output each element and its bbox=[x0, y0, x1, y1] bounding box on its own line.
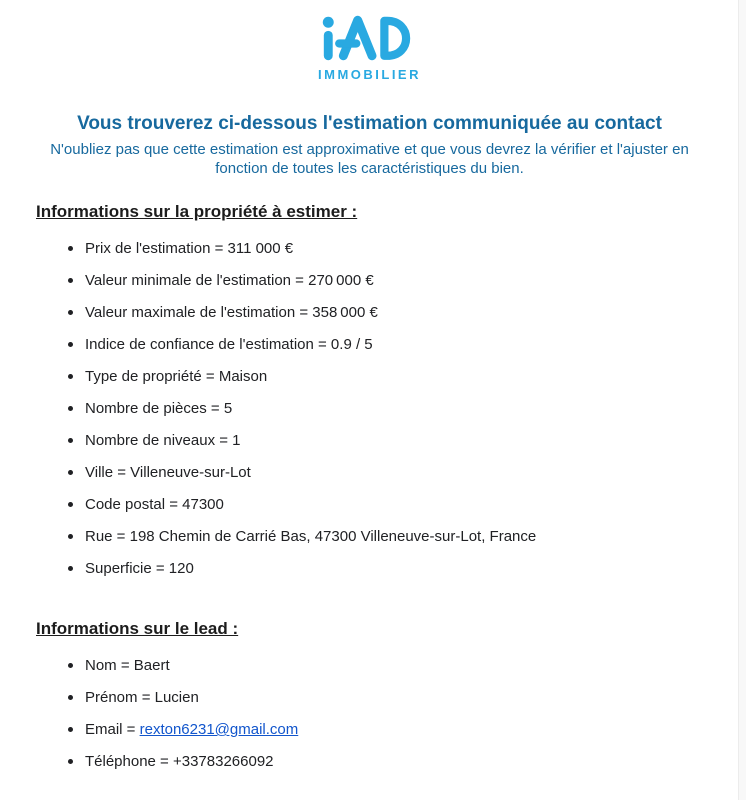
list-item-rooms: Nombre de pièces = 5 bbox=[85, 401, 703, 417]
logo-subtext: IMMOBILIER bbox=[318, 67, 421, 82]
list-item-area: Superficie = 120 bbox=[85, 561, 703, 577]
logo-text bbox=[370, 64, 371, 65]
property-list bbox=[36, 241, 703, 577]
page-title: Vous trouverez ci-dessous l'estimation communiquée au contact bbox=[77, 113, 662, 134]
list-item-phone: Téléphone = +33783266092 bbox=[85, 754, 703, 770]
property-section-heading: Informations sur la propriété à estimer : bbox=[36, 202, 358, 221]
lead-list bbox=[36, 658, 703, 770]
lead-section-heading: Informations sur le lead : bbox=[36, 619, 239, 638]
list-item-firstname: Prénom = Lucien bbox=[85, 690, 703, 706]
list-item-lastname: Nom = Baert bbox=[85, 658, 703, 674]
list-item-max-value: Valeur maximale de l'estimation = 358 000 € bbox=[85, 305, 703, 321]
list-item-price: Prix de l'estimation = 311 000 € bbox=[85, 241, 703, 257]
list-item-min-value: Valeur minimale de l'estimation = 270 000 € bbox=[85, 273, 703, 289]
iad-logo-icon bbox=[316, 12, 424, 64]
brand-logo bbox=[36, 12, 703, 82]
list-item-city: Ville = Villeneuve-sur-Lot bbox=[85, 465, 703, 481]
email-label: Email = bbox=[85, 721, 140, 738]
list-item-levels: Nombre de niveaux = 1 bbox=[85, 433, 703, 449]
list-item-postal-code: Code postal = 47300 bbox=[85, 497, 703, 513]
content-edge-strip bbox=[738, 0, 746, 800]
list-item-street: Rue = 198 Chemin de Carrié Bas, 47300 Villeneuve-sur-Lot, France bbox=[85, 529, 703, 545]
list-item-property-type: Type de propriété = Maison bbox=[85, 369, 703, 385]
email-link[interactable]: rexton6231@gmail.com bbox=[139, 721, 299, 738]
page-subtitle: N'oubliez pas que cette estimation est approximative et que vous devrez la vérifier et l'ajuster en fonction de toutes les caractéristiques du bien. bbox=[50, 141, 689, 177]
list-item-confidence: Indice de confiance de l'estimation = 0.9 / 5 bbox=[85, 337, 703, 353]
list-item-email bbox=[85, 722, 703, 738]
